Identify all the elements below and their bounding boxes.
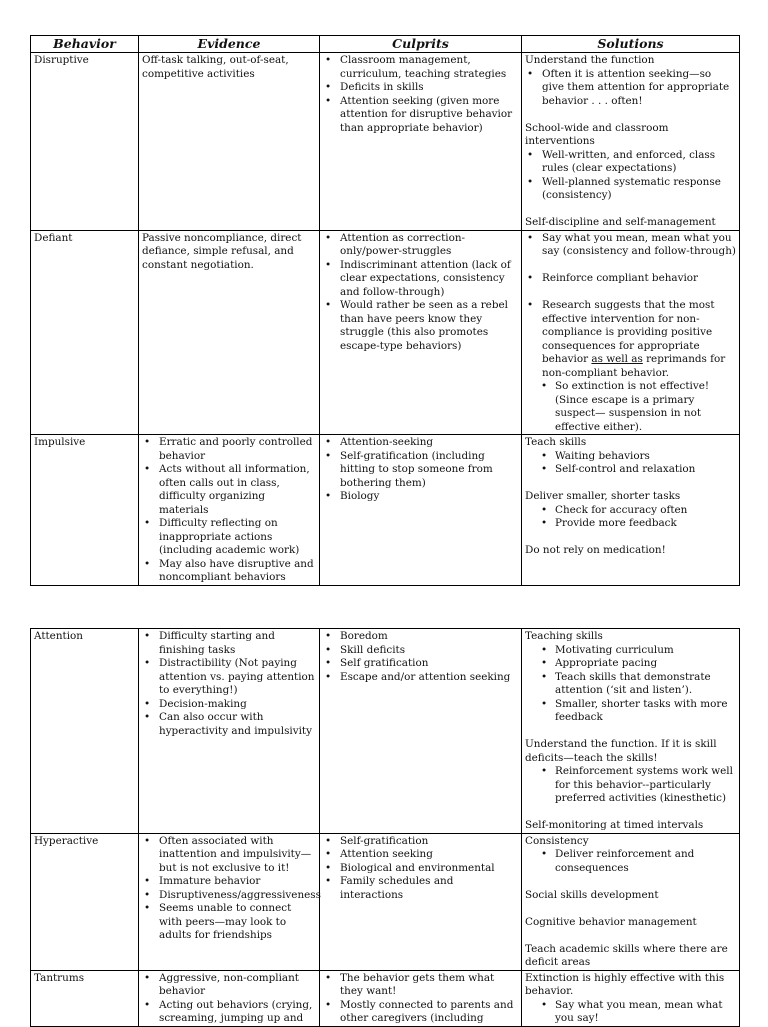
behavior-cell: Tantrums (31, 970, 139, 1026)
evidence-cell (139, 435, 320, 586)
behavior-cell: Disruptive (31, 53, 139, 231)
solution-heading: Self-monitoring at timed intervals (525, 819, 704, 831)
list-item: • Attention as correction-only/power-struggles (323, 232, 518, 259)
row-disruptive (31, 53, 740, 231)
header-evidence: Evidence (139, 36, 320, 53)
underlined-text: as well as (591, 353, 643, 365)
solution-heading: Teach skills (525, 436, 587, 448)
row-attention (31, 629, 740, 834)
list-item: • Boredom (323, 630, 518, 644)
list-item: • Erratic and poorly controlled behavior (142, 436, 316, 463)
row-impulsive (31, 435, 740, 586)
solution-heading: Do not rely on medication! (525, 544, 666, 556)
list-item: • Self-gratification (including hitting to stop someone from bothering them) (323, 450, 518, 491)
list-item: • Motivating curriculum (525, 644, 736, 658)
list-item: • Say what you mean, mean what you say (consistency and follow-through) (525, 232, 736, 259)
list-item: • Biology (323, 490, 518, 504)
list-item: • Disruptiveness/aggressiveness (142, 889, 316, 903)
behavior-table-bottom (30, 628, 740, 1027)
list-item: • Mostly connected to parents and other caregivers (including (323, 999, 518, 1026)
list-item: • Indiscriminant attention (lack of clear expectations, consistency and follow-through) (323, 259, 518, 300)
solution-heading: Consistency (525, 834, 589, 847)
culprits-cell (320, 629, 522, 834)
solution-heading: Deliver smaller, shorter tasks (525, 490, 681, 502)
list-item: • May also have disruptive and noncompliant behaviors (142, 558, 316, 585)
solutions-cell (522, 970, 740, 1026)
list-item: • Self-control and relaxation (525, 463, 736, 477)
list-item: • Skill deficits (323, 644, 518, 658)
list-item: • Aggressive, non-compliant behavior (142, 972, 316, 999)
header-behavior: Behavior (31, 36, 139, 53)
solution-heading: Teach academic skills where there are deficit areas (525, 942, 728, 968)
list-item (525, 299, 736, 380)
behavior-cell: Defiant (31, 230, 139, 435)
header-row (31, 36, 740, 53)
list-item: • Acts without all information, often calls out in class, difficulty organizing materials (142, 463, 316, 517)
list-item: • Attention seeking (323, 848, 518, 862)
list-item: • Attention-seeking (323, 436, 518, 450)
list-item: • Acting out behaviors (crying, screaming, jumping up and (142, 999, 316, 1026)
solutions-cell (522, 53, 740, 231)
list-item: • Distractibility (Not paying attention vs. paying attention to everything!) (142, 657, 316, 698)
solution-heading: Understand the function (525, 54, 655, 66)
list-item: • Immature behavior (142, 875, 316, 889)
behavior-table-top (30, 35, 740, 586)
list-item: • Classroom management, curriculum, teaching strategies (323, 54, 518, 81)
behavior-cell: Hyperactive (31, 833, 139, 970)
research-text-end: reprimands for non-compliant behavior. (542, 353, 726, 379)
list-item: • Attention seeking (given more attention for disruptive behavior than appropriate behavior) (323, 95, 518, 136)
list-item: • Provide more feedback (525, 517, 736, 531)
header-culprits: Culprits (320, 36, 522, 53)
solution-heading: Extinction is highly effective with this behavior. (525, 971, 725, 997)
list-item: • Reinforcement systems work well for this behavior--particularly preferred activities (kinesthetic) (525, 765, 736, 806)
solution-heading: Social skills development (525, 888, 659, 901)
evidence-cell (139, 833, 320, 970)
list-item: • The behavior gets them what they want! (323, 972, 518, 999)
behavior-cell: Attention (31, 629, 139, 834)
evidence-cell: Passive noncompliance, direct defiance, simple refusal, and constant negotiation. (139, 230, 320, 435)
solutions-cell (522, 230, 740, 435)
list-item: • Often associated with inattention and impulsivity—but is not exclusive to it! (142, 835, 316, 876)
research-text: Research suggests that the most effective intervention for non-compliance is providing positive consequences for appropriate behavior (542, 299, 715, 365)
list-item: • Self gratification (323, 657, 518, 671)
list-item: • Reinforce compliant behavior (525, 272, 736, 286)
list-item: • Well-written, and enforced, class rules (clear expectations) (525, 149, 736, 176)
evidence-cell (139, 970, 320, 1026)
list-item: • Biological and environmental (323, 862, 518, 876)
list-item: • Decision-making (142, 698, 316, 712)
list-item: • Deliver reinforcement and consequences (525, 848, 736, 875)
solution-heading: School-wide and classroom interventions (525, 121, 669, 147)
culprits-cell (320, 970, 522, 1026)
list-item: • Smaller, shorter tasks with more feedback (525, 698, 736, 725)
list-item: • Well-planned systematic response (consistency) (525, 176, 736, 203)
list-item: • Seems unable to connect with peers—may look to adults for friendships (142, 902, 316, 943)
list-item: • Waiting behaviors (525, 450, 736, 464)
list-item: • Appropriate pacing (525, 657, 736, 671)
evidence-cell: Off-task talking, out-of-seat, competitive activities (139, 53, 320, 231)
culprits-cell (320, 230, 522, 435)
list-item: • Family schedules and interactions (323, 875, 518, 902)
solution-heading: Cognitive behavior management (525, 915, 697, 928)
list-item: • Often it is attention seeking—so give them attention for appropriate behavior . . . often! (525, 68, 736, 109)
row-tantrums (31, 970, 740, 1026)
list-item: • Say what you mean, mean what you say! (525, 999, 736, 1026)
culprits-cell (320, 435, 522, 586)
culprits-cell (320, 833, 522, 970)
row-defiant (31, 230, 740, 435)
solutions-cell (522, 629, 740, 834)
list-item: • Self-gratification (323, 835, 518, 849)
evidence-cell (139, 629, 320, 834)
list-item: • Teach skills that demonstrate attention (‘sit and listen’). (525, 671, 736, 698)
list-item: • Difficulty starting and finishing tasks (142, 630, 316, 657)
behavior-cell: Impulsive (31, 435, 139, 586)
list-item: • So extinction is not effective! (Since escape is a primary suspect— suspension in not effective either). (525, 380, 736, 434)
list-item: • Can also occur with hyperactivity and impulsivity (142, 711, 316, 738)
list-item: • Escape and/or attention seeking (323, 671, 518, 685)
row-hyperactive (31, 833, 740, 970)
list-item: • Check for accuracy often (525, 504, 736, 518)
solution-heading: Self-discipline and self-management (525, 216, 716, 228)
list-item: • Difficulty reflecting on inappropriate actions (including academic work) (142, 517, 316, 558)
list-item: • Deficits in skills (323, 81, 518, 95)
solution-heading: Understand the function. If it is skill deficits—teach the skills! (525, 738, 717, 764)
solutions-cell (522, 833, 740, 970)
culprits-cell (320, 53, 522, 231)
header-solutions: Solutions (522, 36, 740, 53)
solutions-cell (522, 435, 740, 586)
solution-heading: Teaching skills (525, 630, 603, 642)
list-item: • Would rather be seen as a rebel than have peers know they struggle (this also promotes escape-type behaviors) (323, 299, 518, 353)
